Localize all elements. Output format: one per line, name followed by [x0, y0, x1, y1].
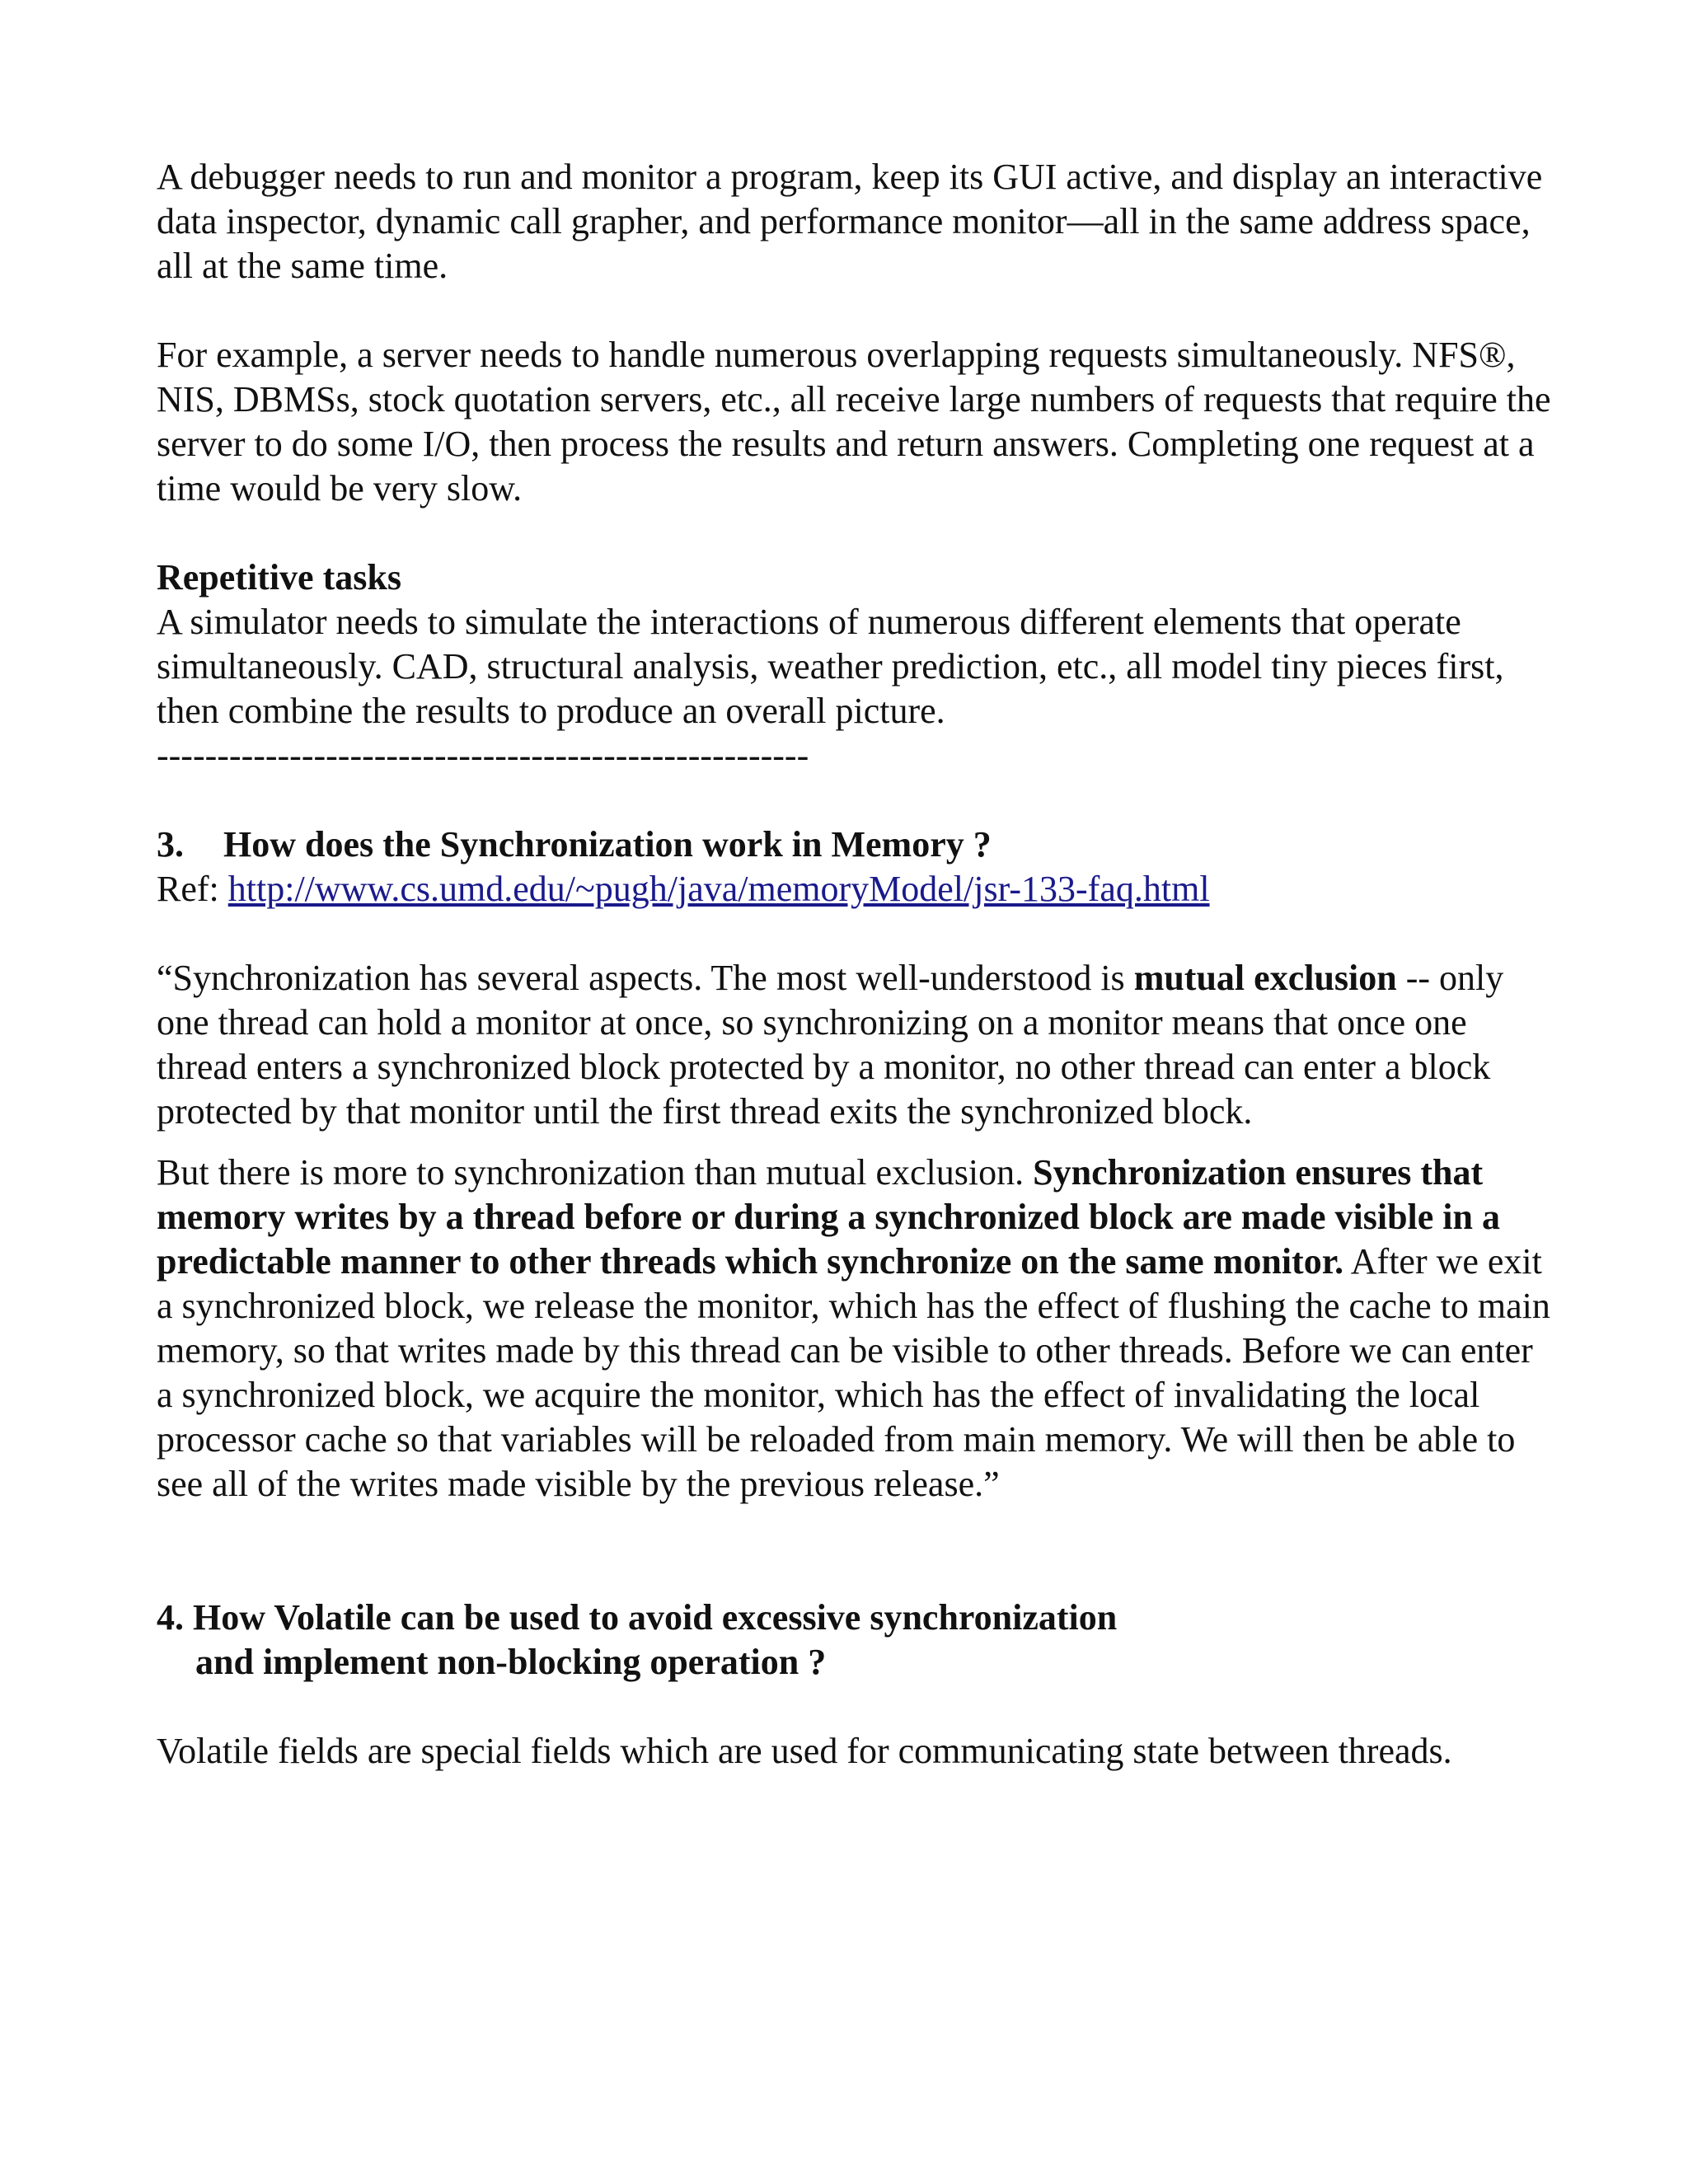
quote-2-text-end: After we exit a synchronized block, we release the monitor, which has the effect of flushing the cache to main memory, so that writes made by this thread can be visible to other threads. Before we can enter a synchronized block, we acquire the monitor, which has the effect of invalidating the local processor cache so that variables will be reloaded from main memory. We will then be able to see all of the writes made visible by the previous release.” [157, 1241, 1550, 1504]
section-4-heading-line-2 [157, 1640, 1558, 1685]
quote-1-bold-term: mutual exclusion [1133, 958, 1397, 998]
quote-paragraph-memory-visibility [157, 1151, 1558, 1507]
reference-line [157, 867, 1558, 912]
section-4-heading-line-2-text: and implement non-blocking operation ? [195, 1642, 827, 1682]
quote-2-text-start: But there is more to synchronization than mutual exclusion. [157, 1152, 1034, 1193]
quote-1-text-end: -- only one thread can hold a monitor at once, so synchronizing on a monitor means that once one thread enters a synchronized block protected by a monitor, no other thread can enter a block protected by that monitor until the first thread exits the synchronized block. [157, 958, 1504, 1132]
heading-repetitive-tasks: Repetitive tasks [157, 557, 401, 598]
reference-label: Ref: [157, 869, 228, 909]
document-page [157, 155, 1558, 1774]
paragraph-server-example: For example, a server needs to handle numerous overlapping requests simultaneously. NFS®, NIS, DBMSs, stock quotation servers, etc., all receive large numbers of requests that require the server to do some I/O, then process the results and return answers. Completing one request at a time would be very slow. [157, 335, 1551, 509]
reference-link[interactable]: http://www.cs.umd.edu/~pugh/java/memoryModel/jsr-133-faq.html [227, 869, 1210, 909]
section-3-heading [157, 823, 1558, 867]
paragraph-debugger: A debugger needs to run and monitor a program, keep its GUI active, and display an interactive data inspector, dynamic call grapher, and performance monitor—all in the same address space, all at the same time. [157, 157, 1543, 286]
quote-1-text-start: “Synchronization has several aspects. The most well-understood is [157, 958, 1134, 998]
paragraph-simulator: A simulator needs to simulate the interactions of numerous different elements that operate simultaneously. CAD, structural analysis, weather prediction, etc., all model tiny pieces first, then combine the results to produce an overall picture. [157, 602, 1504, 731]
quote-paragraph-mutual-exclusion [157, 956, 1558, 1134]
quote-2-bold-sentence: Synchronization ensures that memory writes by a thread before or during a synchronized block are made visible in a predictable manner to other threads which synchronize on the same monitor. [157, 1152, 1500, 1282]
paragraph-volatile-fields: Volatile fields are special fields which are used for communicating state between threads. [157, 1731, 1452, 1771]
dashed-divider: ------------------------------------------------------ [157, 735, 809, 776]
section-3-title: How does the Synchronization work in Memory ? [223, 824, 992, 865]
section-3-number: 3. [157, 824, 184, 865]
section-4-heading-line-1: 4. How Volatile can be used to avoid excessive synchronization [157, 1597, 1118, 1638]
